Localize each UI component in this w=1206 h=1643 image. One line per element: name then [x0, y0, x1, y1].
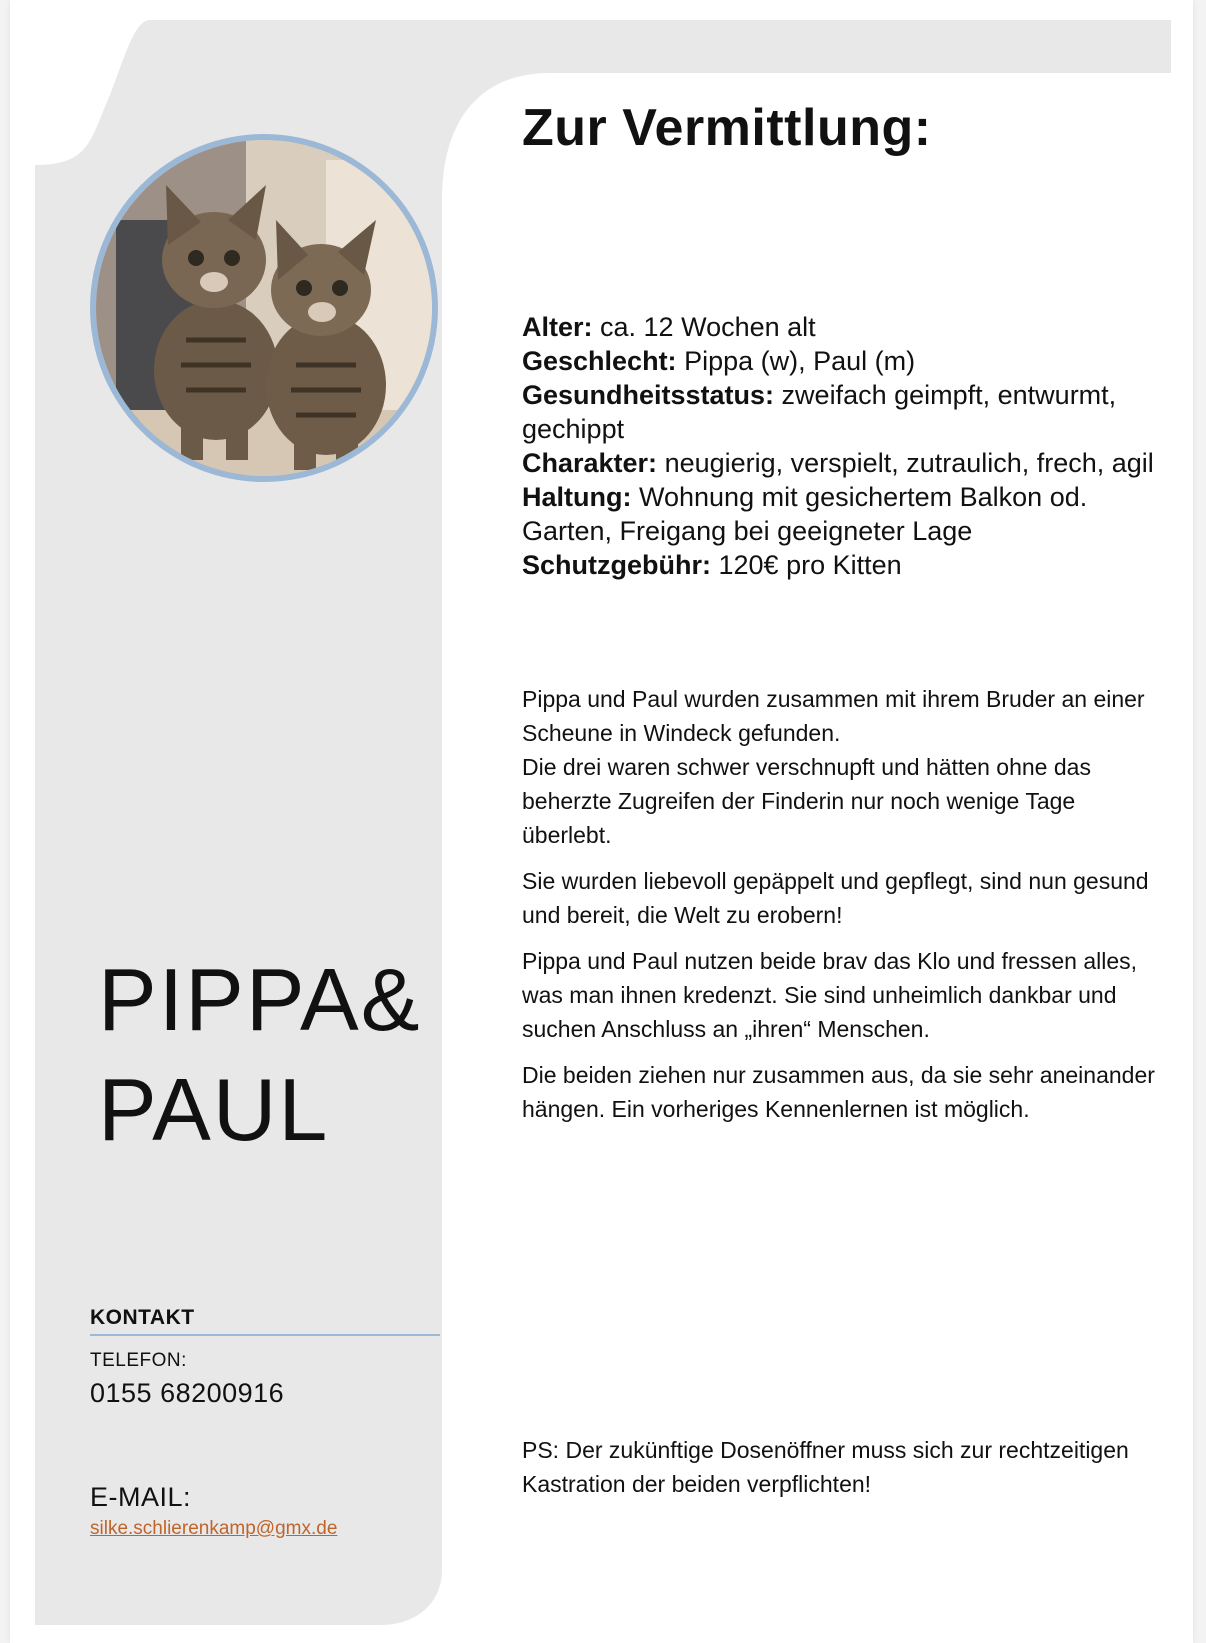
story-sentence: Pippa und Paul wurden zusammen mit ihrem Bruder an einer Scheune in Windeck gefunden. — [522, 686, 1145, 746]
fact-value: neugierig, verspielt, zutraulich, frech, agil — [657, 448, 1154, 478]
fact-value: ca. 12 Wochen alt — [592, 312, 816, 342]
story-text — [522, 682, 1162, 1138]
fact-sex — [522, 344, 1162, 378]
pet-name-line-2: PAUL — [98, 1060, 330, 1159]
fact-label: Charakter: — [522, 448, 658, 478]
fact-fee — [522, 548, 1162, 582]
email-link[interactable]: silke.schlierenkamp@gmx.de — [90, 1518, 338, 1539]
fact-label: Schutzgebühr: — [522, 550, 711, 580]
page-title: Zur Vermittlung: — [522, 99, 932, 157]
phone-number: 0155 68200916 — [90, 1378, 285, 1408]
fact-value: zweifach geimpft, entwurmt, gechippt — [522, 380, 1117, 444]
story-paragraph-3: Pippa und Paul nutzen beide brav das Klo und fressen alles, was man ihnen kredenzt. Sie sind unheimlich dankbar und suchen Anschluss an „ihren“ Menschen. — [522, 948, 1138, 1042]
phone-label: TELEFON: — [90, 1350, 187, 1371]
contact-divider — [90, 1334, 440, 1336]
story-sentence: Die drei waren schwer verschnupft und hätten ohne das beherzte Zugreifen der Finderin nur noch wenige Tage überlebt. — [522, 754, 1091, 848]
fact-value: Wohnung mit gesichertem Balkon od. Garten, Freigang bei geeigneter Lage — [522, 482, 1088, 546]
pet-name-line-1: PIPPA& — [98, 950, 422, 1049]
fact-label: Gesundheitsstatus: — [522, 380, 775, 410]
fact-label: Geschlecht: — [522, 346, 677, 376]
pet-names — [98, 945, 438, 1165]
fact-housing — [522, 480, 1162, 548]
fact-label: Alter: — [522, 312, 593, 342]
email-label: E-MAIL: — [90, 1482, 192, 1512]
fact-character — [522, 446, 1162, 480]
postscript: PS: Der zukünftige Dosenöffner muss sich zur rechtzeitigen Kastration der beiden verpflichten! — [522, 1437, 1129, 1497]
fact-age — [522, 310, 1162, 344]
story-paragraph-1 — [522, 682, 1162, 852]
story-paragraph-2: Sie wurden liebevoll gepäppelt und gepflegt, sind nun gesund und bereit, die Welt zu erobern! — [522, 868, 1149, 928]
story-paragraph-4: Die beiden ziehen nur zusammen aus, da sie sehr aneinander hängen. Ein vorheriges Kennenlernen ist möglich. — [522, 1062, 1155, 1122]
flyer-page — [10, 0, 1193, 1643]
facts-list — [522, 310, 1162, 582]
fact-label: Haltung: — [522, 482, 632, 512]
contact-heading: KONTAKT — [90, 1306, 195, 1329]
kittens-photo — [96, 140, 432, 476]
fact-health — [522, 378, 1162, 446]
fact-value: 120€ pro Kitten — [711, 550, 902, 580]
fact-value: Pippa (w), Paul (m) — [676, 346, 916, 376]
